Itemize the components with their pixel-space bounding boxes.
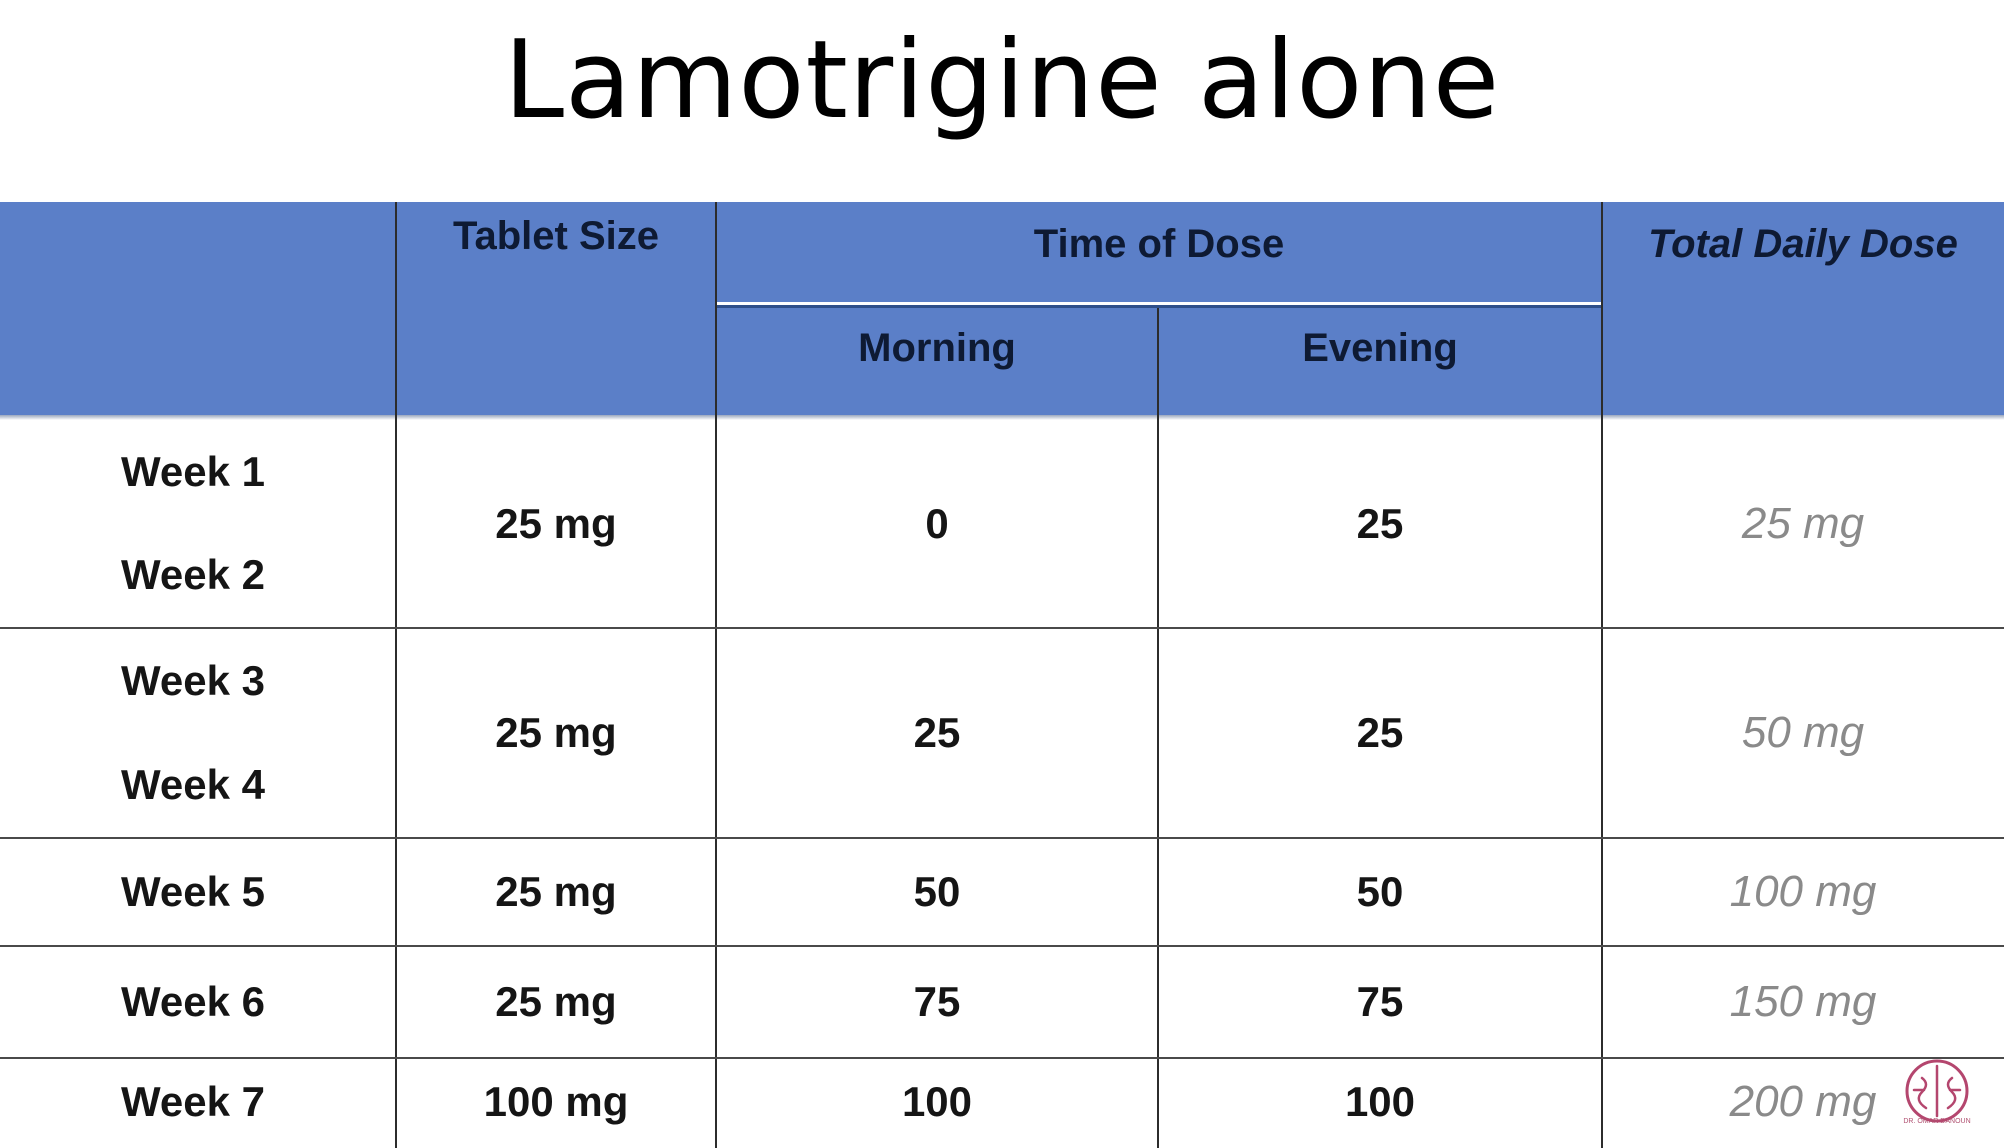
- evening-dose-cell: 25: [1356, 499, 1404, 547]
- header-tablet-size: Tablet Size: [453, 214, 659, 258]
- evening-dose-cell: 50: [1356, 868, 1404, 915]
- evening-dose-cell: 25: [1356, 709, 1404, 756]
- header-time-of-dose: Time of Dose: [1033, 221, 1285, 266]
- morning-dose-cell: 25: [913, 709, 961, 756]
- week-label: Week 7: [121, 1078, 265, 1125]
- header-total-daily-dose: Total Daily Dose: [1648, 221, 1958, 266]
- total-dose-cell: 50 mg: [1741, 708, 1865, 757]
- slide-title: Lamotrigine alone: [503, 18, 1501, 143]
- brain-logo-icon: [1900, 1056, 1974, 1126]
- week-label: Week 6: [121, 978, 265, 1025]
- total-dose-cell: 200 mg: [1729, 1077, 1877, 1126]
- morning-dose-cell: 50: [913, 868, 961, 915]
- total-dose-cell: 25 mg: [1741, 498, 1865, 548]
- total-dose-cell: 150 mg: [1729, 977, 1877, 1026]
- dosing-table: [0, 202, 2004, 1148]
- header-morning: Morning: [858, 325, 1016, 370]
- watermark-text: DR. OMAR DANOUN: [1903, 1118, 1971, 1125]
- week-label: Week 4: [121, 761, 265, 808]
- evening-dose-cell: 100: [1344, 1078, 1416, 1125]
- morning-dose-cell: 75: [913, 978, 961, 1025]
- morning-dose-cell: 100: [901, 1078, 973, 1125]
- evening-dose-cell: 75: [1356, 978, 1404, 1025]
- week-label: Week 2: [121, 551, 265, 599]
- tablet-size-cell: 100 mg: [483, 1078, 629, 1125]
- tablet-size-cell: 25 mg: [495, 709, 617, 756]
- tablet-size-cell: 25 mg: [495, 978, 617, 1025]
- week-label: Week 3: [121, 657, 265, 704]
- header-evening: Evening: [1302, 325, 1458, 370]
- tablet-size-cell: 25 mg: [495, 499, 617, 547]
- week-label: Week 5: [121, 868, 265, 915]
- morning-dose-cell: 0: [925, 499, 949, 547]
- week-label: Week 1: [121, 447, 265, 495]
- total-dose-cell: 100 mg: [1729, 867, 1877, 916]
- table-row-2-weeks: [0, 629, 386, 837]
- table-row-1-weeks: [0, 420, 386, 627]
- tablet-size-cell: 25 mg: [495, 868, 617, 915]
